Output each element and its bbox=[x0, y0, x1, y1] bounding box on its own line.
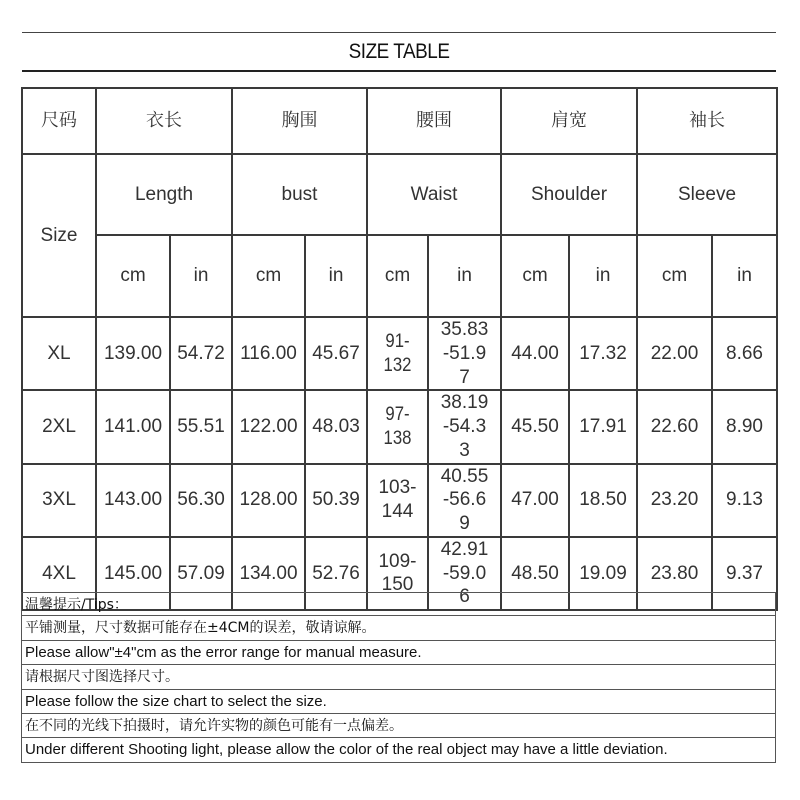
size-cell: 2XL bbox=[22, 390, 96, 463]
tips-line: Please allow"±4"cm as the error range for manual measure. bbox=[21, 641, 776, 665]
bust-cm-cell: 134.00 bbox=[232, 537, 305, 610]
waist-in-value: 38.19-54.33 bbox=[440, 392, 489, 461]
sleeve-in-cell: 9.37 bbox=[712, 537, 777, 610]
length-in-cell: 56.30 bbox=[170, 464, 232, 537]
unit-cm: cm bbox=[232, 235, 305, 317]
waist-cm-value: 91-132 bbox=[383, 330, 412, 376]
length-in-cell: 54.72 bbox=[170, 317, 232, 390]
shoulder-cm-cell: 45.50 bbox=[501, 390, 569, 463]
length-in-cell: 55.51 bbox=[170, 390, 232, 463]
bust-cm-cell: 122.00 bbox=[232, 390, 305, 463]
tips-box bbox=[21, 592, 776, 763]
header-cn-size: 尺码 bbox=[22, 88, 96, 154]
size-table bbox=[21, 87, 778, 611]
header-cn-shoulder: 肩宽 bbox=[501, 88, 637, 154]
bust-cm-cell: 116.00 bbox=[232, 317, 305, 390]
waist-cm-value: 109-150 bbox=[378, 550, 417, 596]
shoulder-cm-cell: 48.50 bbox=[501, 537, 569, 610]
tips-line: 在不同的光线下拍摄时，请允许实物的颜色可能有一点偏差。 bbox=[21, 714, 776, 738]
tips-line: 平铺测量，尺寸数据可能存在±4CM的误差，敬请谅解。 bbox=[21, 616, 776, 640]
waist-cm-cell bbox=[367, 390, 428, 463]
header-cn-waist: 腰围 bbox=[367, 88, 501, 154]
header-sleeve: Sleeve bbox=[637, 154, 777, 235]
waist-cm-cell bbox=[367, 317, 428, 390]
bust-in-cell: 48.03 bbox=[305, 390, 367, 463]
page-title: SIZE TABLE bbox=[348, 39, 450, 63]
bust-in-cell: 52.76 bbox=[305, 537, 367, 610]
tips-line: Under different Shooting light, please allow the color of the real object may have a little deviation. bbox=[21, 738, 776, 762]
waist-cm-cell bbox=[367, 464, 428, 537]
bust-in-cell: 50.39 bbox=[305, 464, 367, 537]
sleeve-cm-cell: 22.60 bbox=[637, 390, 712, 463]
sleeve-in-cell: 9.13 bbox=[712, 464, 777, 537]
waist-in-cell bbox=[428, 317, 501, 390]
length-cm-cell: 145.00 bbox=[96, 537, 170, 610]
unit-in: in bbox=[428, 235, 501, 317]
sleeve-in-cell: 8.66 bbox=[712, 317, 777, 390]
size-table-title-bar bbox=[22, 32, 776, 72]
tips-line: Please follow the size chart to select the size. bbox=[21, 690, 776, 714]
length-cm-cell: 143.00 bbox=[96, 464, 170, 537]
header-cn-sleeve: 袖长 bbox=[637, 88, 777, 154]
length-cm-cell: 139.00 bbox=[96, 317, 170, 390]
waist-in-value: 35.83-51.97 bbox=[440, 319, 489, 388]
sleeve-in-cell: 8.90 bbox=[712, 390, 777, 463]
waist-in-cell bbox=[428, 464, 501, 537]
unit-in: in bbox=[712, 235, 777, 317]
header-row-chinese bbox=[22, 88, 777, 154]
header-size-label: Size bbox=[22, 154, 96, 317]
shoulder-in-cell: 17.32 bbox=[569, 317, 637, 390]
unit-in: in bbox=[569, 235, 637, 317]
waist-cm-value: 103-144 bbox=[378, 477, 417, 523]
sleeve-cm-cell: 23.80 bbox=[637, 537, 712, 610]
waist-cm-value: 97-138 bbox=[383, 404, 412, 449]
shoulder-in-cell: 19.09 bbox=[569, 537, 637, 610]
bust-cm-cell: 128.00 bbox=[232, 464, 305, 537]
unit-cm: cm bbox=[501, 235, 569, 317]
unit-cm: cm bbox=[96, 235, 170, 317]
shoulder-in-cell: 18.50 bbox=[569, 464, 637, 537]
sleeve-cm-cell: 23.20 bbox=[637, 464, 712, 537]
unit-in: in bbox=[305, 235, 367, 317]
waist-in-cell bbox=[428, 390, 501, 463]
unit-cm: cm bbox=[367, 235, 428, 317]
tips-line: 请根据尺寸图选择尺寸。 bbox=[21, 665, 776, 689]
length-cm-cell: 141.00 bbox=[96, 390, 170, 463]
table-row bbox=[22, 390, 777, 463]
header-row-units bbox=[22, 235, 777, 317]
table-row bbox=[22, 317, 777, 390]
header-waist: Waist bbox=[367, 154, 501, 235]
header-cn-length: 衣长 bbox=[96, 88, 232, 154]
length-in-cell: 57.09 bbox=[170, 537, 232, 610]
unit-in: in bbox=[170, 235, 232, 317]
header-row-english bbox=[22, 154, 777, 235]
waist-in-value: 40.55-56.69 bbox=[440, 465, 489, 534]
header-bust: bust bbox=[232, 154, 367, 235]
header-shoulder: Shoulder bbox=[501, 154, 637, 235]
size-cell: 4XL bbox=[22, 537, 96, 610]
header-length: Length bbox=[96, 154, 232, 235]
sleeve-cm-cell: 22.00 bbox=[637, 317, 712, 390]
tips-heading: 温馨提示/Tips： bbox=[21, 592, 776, 616]
shoulder-cm-cell: 47.00 bbox=[501, 464, 569, 537]
size-cell: 3XL bbox=[22, 464, 96, 537]
table-row bbox=[22, 464, 777, 537]
waist-in-value: 42.91-59.06 bbox=[440, 538, 489, 608]
unit-cm: cm bbox=[637, 235, 712, 317]
size-cell: XL bbox=[22, 317, 96, 390]
header-cn-bust: 胸围 bbox=[232, 88, 367, 154]
bust-in-cell: 45.67 bbox=[305, 317, 367, 390]
shoulder-cm-cell: 44.00 bbox=[501, 317, 569, 390]
shoulder-in-cell: 17.91 bbox=[569, 390, 637, 463]
